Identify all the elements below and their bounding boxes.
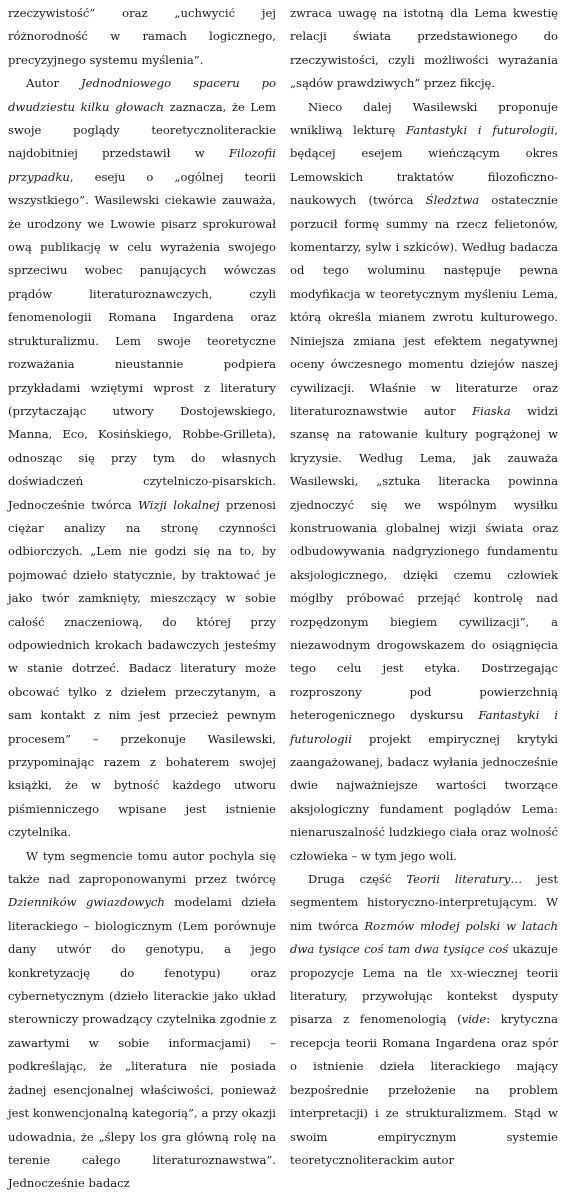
text-run: widzi szansę na ratowanie kultury pogrążonej w kryzysie. Według Lema, jak zauważa Wasilewski, „sztuka literacka powinna zjednoczyć się we wspólnym wysiłku konstruowania globalnej wizji świata oraz odbudowywania nadgryzionego fundamentu aksjologicznego, dzięki czemu człowiek mógłby próbować przejąć kontrolę nad rozpędzonym biegiem cywilizacji”, a niezawodnym drogowskazem do osiągnięcia tego celu jest etyka. Dostrzegając rozproszony pod powierzchnią heterogenicznego dyskursu — [290, 403, 558, 723]
paragraph — [290, 868, 558, 1172]
text-run: projekt empirycznej krytyki zaangażowanej, badacz wyłania jednocześnie dwie najważniejsze wartości tworzące aksjologiczny fundament poglądów Lema: nienaruszalność ludzkiego ciała oraz wolność człowieka – w tym jego woli. — [290, 731, 558, 863]
text-run: zwraca uwagę na istotną dla Lema kwestię relacji świata przedstawionego do rzeczywistości, czyli możliwości wyrażania „sądów prawdziwych” przez fikcję. — [290, 6, 558, 91]
title-italic: Teorii literatury… — [406, 872, 523, 887]
title-italic: Jednodniowego spaceru po dwudziestu kilku głowach — [8, 76, 276, 114]
title-italic: Fantastyki i futurologii — [290, 708, 559, 746]
text-run: : krytyczna recepcja teorii Romana Ingardena oraz spór o istnienie dzieła literackiego mający bezpośrednie przełożenie na problem interpretacji) i ze strukturalizmem. Stąd w swoim empirycznym systemie teoretycznoliterackim autor — [290, 1012, 559, 1167]
title-italic: Rozmów młodej polski w latach dwa tysiące coś tam dwa tysiące coś — [290, 918, 558, 957]
text-run: -wiecznej teorii literatury, przywołując kontekst dysputy pisarza z fenomenologią ( — [290, 965, 558, 1027]
text-run: przenosi ciężar analizy na stronę czynności odbiorczych. „Lem nie godzi się na to, by pojmować dzieło statycznie, by traktować je jako twór zamknięty, mieszczący w sobie całość znaczeniową, do której przy odpowiednich krokach badawczych jesteśmy w stanie dotrzeć. Badacz literatury może obcować tylko z dziełem przeczytanym, a sam kontakt z nim jest przecież pewnym procesem” – przekonuje Wasilewski, przypominając razem z bohaterem swojej książki, że w bytność każdego utworu piśmienniczego wpisane jest istnienie czytelnika. — [8, 497, 276, 840]
title-italic: Filozofii przypadku — [8, 146, 276, 184]
text-run: , będącej esejem wieńczącym okres Lemowskich traktatów filozoficzno-naukowych (twórca — [290, 123, 559, 208]
text-run: rzeczywistość” oraz „uchwycić jej różnorodność w ramach logicznego, precyzyjnego systemu myślenia”. — [8, 6, 276, 67]
text-run: ostatecznie porzucił formę summy na rzecz felietonów, komentarzy, sylw i szkiców). Według badacza od tego woluminu następuje pewna modyfikacja w teoretycznym myśleniu Lema, którą określa mianem zwrotu kulturowego. Niniejsza zmiana jest efektem negatywnej oceny ówczesnego momentu dziejów naszej cywilizacji. Właśnie w literaturze oraz literaturoznawstwie autor — [290, 193, 558, 418]
text-run: modelami dzieła literackiego – biologicznym (Lem porównuje dany utwór do genotypu, a jego konkretyzację do fenotypu) oraz cybernetycznym (dzieło literackie jako układ sterowniczy prowadzący czytelnika zgodnie z zawartymi w sobie informacjami) – podkreślając, że „literatura nie posiada żadnej esencjonalnej właściwości, ponieważ jest konwencjonalną kategorią”, a przy okazji udowadnia, że „ślepy los gra główną rolę na terenie całego literaturoznawstwa”. Jednocześnie badacz — [8, 895, 277, 1191]
text-run: Druga część — [308, 872, 407, 887]
paragraph — [8, 2, 276, 72]
title-italic: Fiaska — [472, 403, 511, 418]
paragraph — [290, 2, 558, 96]
title-italic: Śledztwa — [425, 193, 480, 208]
text-run: ukazuje propozycje Lema na tle — [290, 942, 558, 980]
title-italic: vide — [461, 1012, 487, 1027]
title-italic: Wizji lokalnej — [138, 497, 220, 512]
left-column — [8, 2, 277, 1191]
text-run: , eseju o „ogólnej teorii wszystkiego”. Wasilewski ciekawie zauważa, że urodzony we Lwowie pisarz sprokurował ową publikację w celu wyrażenia swojego sprzeciwu wobec panujących wówczas prądów literaturoznawczych, czyli fenomenologii Romana Ingardena oraz strukturalizmu. Lem swoje teoretyczne rozważania nieustannie podpiera przykładami wziętymi wprost z literatury (przytaczając utwory Dostojewskiego, Manna, Eco, Kosińskiego, Robbe-Grilleta), odnosząc się przy tym do własnych doświadczeń czytelniczo-pisarskich. Jednocześnie twórca — [8, 169, 276, 512]
title-italic: Dzienników gwiazdowych — [8, 895, 165, 910]
small-caps-text: xx — [450, 965, 463, 980]
text-run: W tym segmencie tomu autor pochyla się także nad zaproponowanymi przez twórcę — [8, 848, 276, 887]
paragraph — [8, 72, 276, 844]
paragraph — [8, 845, 276, 1196]
text-run: zaznacza, że Lem swoje poglądy teoretycznoliterackie najdobitniej przedstawił w — [8, 99, 276, 161]
text-run: Nieco dalej Wasilewski proponuje wnikliwą lekturę — [290, 99, 558, 138]
text-run: jest segmentem historyczno-interpretującym. W nim twórca — [290, 872, 558, 933]
paragraph — [290, 96, 558, 868]
title-italic: Fantastyki i futurologii — [406, 123, 555, 138]
text-run: Autor — [26, 76, 81, 91]
right-column — [290, 2, 559, 1167]
